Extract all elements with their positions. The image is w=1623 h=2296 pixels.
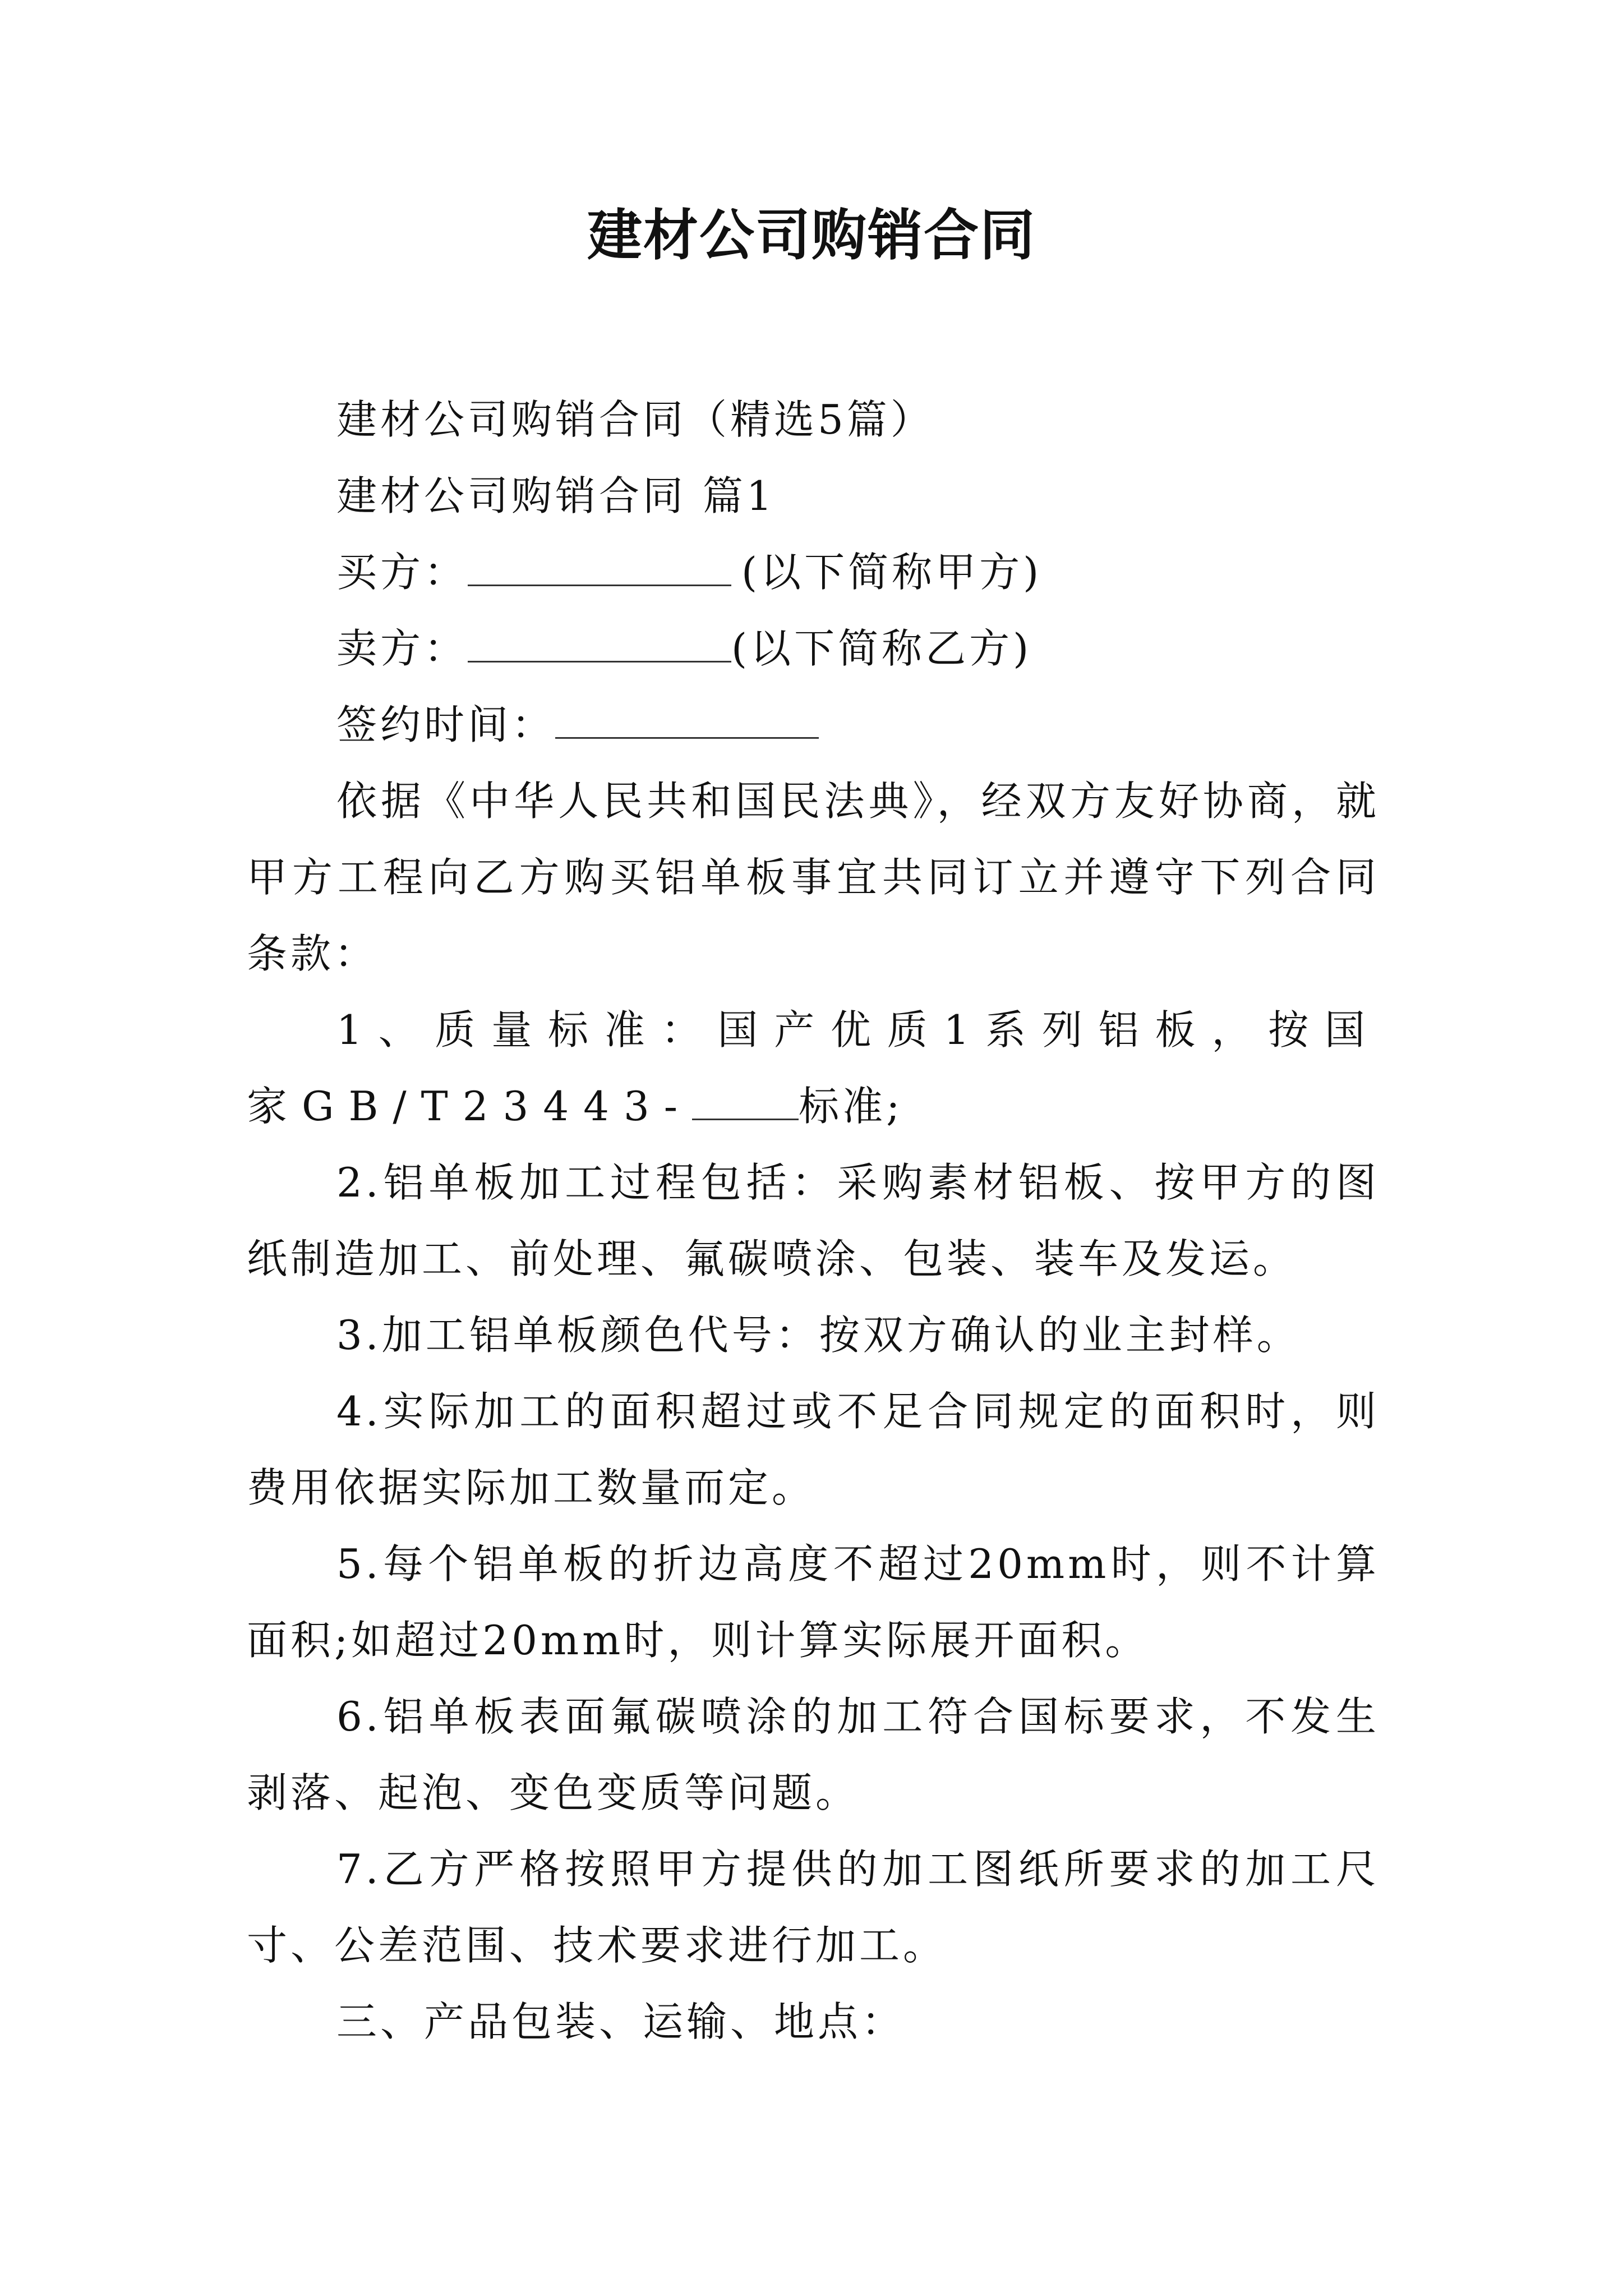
buyer-label: 买方： bbox=[336, 549, 468, 596]
document-body bbox=[247, 381, 1380, 2060]
clause-7: 7.乙方严格按照甲方提供的加工图纸所要求的加工尺寸、公差范围、技术要求进行加工。 bbox=[247, 1846, 1380, 1969]
buyer-suffix: (以下简称甲方) bbox=[741, 549, 1043, 596]
intro-paragraph: 依据《中华人民共和国民法典》，经双方友好协商，就甲方工程向乙方购买铝单板事宜共同订立并遵守下列合同条款： bbox=[247, 777, 1380, 977]
clause-3: 3.加工铝单板颜色代号：按双方确认的业主封样。 bbox=[336, 1312, 1301, 1359]
buyer-blank bbox=[468, 544, 731, 586]
seller-suffix: (以下简称乙方) bbox=[731, 625, 1032, 672]
seller-line bbox=[247, 610, 1380, 687]
clause-1-suffix: 标准; bbox=[799, 1083, 903, 1130]
section-3-heading: 三、产品包装、运输、地点： bbox=[336, 1998, 906, 2045]
sign-date-label: 签约时间： bbox=[336, 701, 556, 748]
clause-2: 2.铝单板加工过程包括：采购素材铝板、按甲方的图纸制造加工、前处理、氟碳喷涂、包装、装车及发运。 bbox=[247, 1159, 1380, 1282]
seller-blank bbox=[468, 620, 731, 662]
clause-5: 5.每个铝单板的折边高度不超过20mm时，则不计算面积;如超过20mm时，则计算实际展开面积。 bbox=[247, 1540, 1380, 1664]
buyer-line bbox=[247, 534, 1380, 610]
clause-1-text: 1、质量标准：国产优质1系列铝板，按国家GB/T23443- bbox=[247, 1006, 1380, 1130]
seller-label: 卖方： bbox=[336, 625, 468, 672]
sign-date-blank bbox=[555, 697, 819, 739]
part-heading: 建材公司购销合同 篇1 bbox=[336, 472, 776, 519]
clause-1 bbox=[247, 992, 1380, 1144]
standard-year-blank bbox=[692, 1078, 799, 1120]
clause-4: 4.实际加工的面积超过或不足合同规定的面积时，则费用依据实际加工数量而定。 bbox=[247, 1388, 1380, 1511]
sign-date-line bbox=[247, 687, 1380, 763]
document-subtitle: 建材公司购销合同（精选5篇） bbox=[336, 396, 934, 443]
document-title: 建材公司购销合同 bbox=[587, 204, 1036, 268]
clause-6: 6.铝单板表面氟碳喷涂的加工符合国标要求，不发生剥落、起泡、变色变质等问题。 bbox=[247, 1693, 1380, 1816]
